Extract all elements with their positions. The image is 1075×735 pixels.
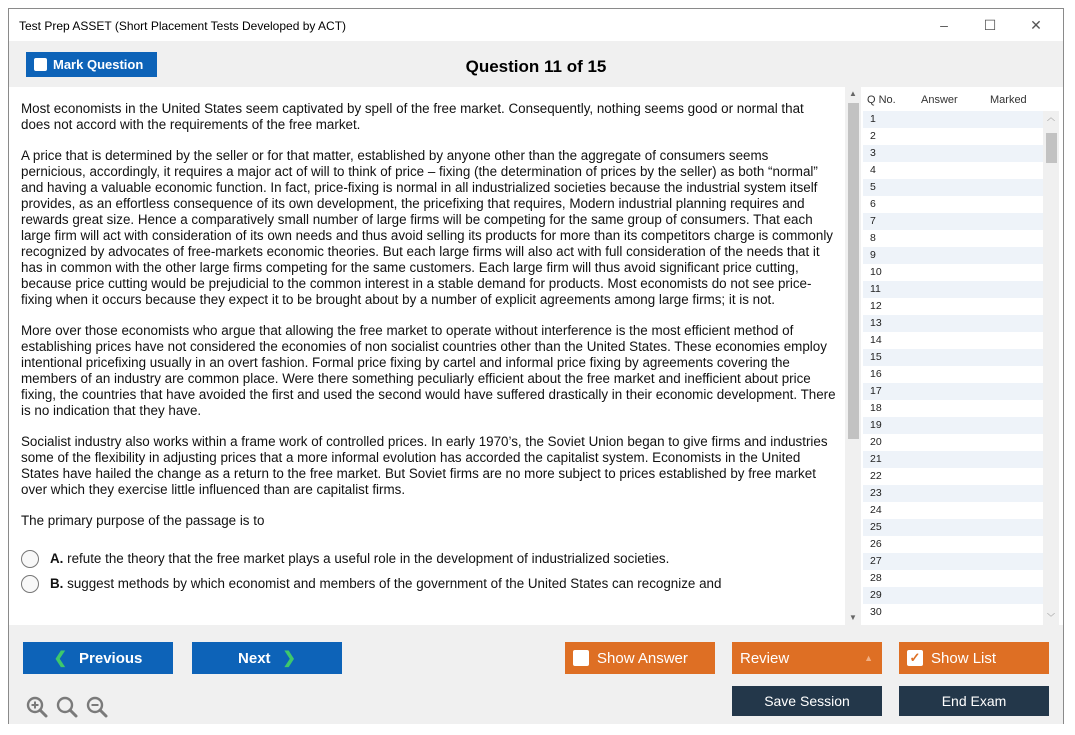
footer-toolbar: [9, 625, 1063, 724]
passage-pane[interactable]: [9, 87, 845, 625]
answer-column-header: Answer: [921, 94, 958, 106]
question-stem: The primary purpose of the passage is to: [21, 513, 265, 528]
chevron-left-icon: ❮: [53, 650, 68, 667]
passage-paragraph: Most economists in the United States seem captivated by spell of the free market. Consequently, nothing seems good or normal that does not accord with the requirements of the free market.: [21, 101, 804, 132]
dropdown-arrow-icon: ▲: [864, 653, 873, 663]
question-list-row[interactable]: 24: [870, 504, 882, 516]
show-answer-checkbox[interactable]: [573, 650, 589, 666]
mark-checkbox[interactable]: [34, 58, 47, 71]
question-list-row[interactable]: 13: [863, 315, 1043, 332]
show-list-checkbox-checked-icon[interactable]: ✓: [907, 650, 923, 666]
passage-scroll-thumb[interactable]: [848, 103, 859, 439]
question-list-row[interactable]: 1: [863, 111, 1043, 128]
show-list-button[interactable]: [899, 642, 1049, 674]
next-label: Next: [238, 649, 271, 667]
option-a-radio[interactable]: [21, 550, 39, 568]
option-b-letter: B.: [50, 576, 64, 591]
mark-question-button[interactable]: [26, 52, 157, 77]
answer-option-b[interactable]: [21, 576, 836, 593]
question-list-row[interactable]: 17: [863, 383, 1043, 400]
question-list-row[interactable]: 10: [870, 266, 882, 278]
previous-button[interactable]: [23, 642, 173, 674]
search-icon[interactable]: [55, 695, 79, 719]
question-list-row[interactable]: 26: [870, 538, 882, 550]
question-list-row[interactable]: 20: [870, 436, 882, 448]
passage-scrollbar[interactable]: [845, 87, 861, 625]
question-list-row[interactable]: 6: [870, 198, 876, 210]
question-list-row[interactable]: 14: [870, 334, 882, 346]
question-list-row[interactable]: 18: [870, 402, 882, 414]
question-title: Question 11 of 15: [465, 57, 607, 76]
zoom-out-icon[interactable]: [85, 695, 109, 719]
passage: [21, 101, 836, 593]
zoom-in-icon[interactable]: [25, 695, 49, 719]
question-list-row[interactable]: 23: [863, 485, 1043, 502]
show-answer-button[interactable]: [565, 642, 715, 674]
question-list-row[interactable]: 28: [870, 572, 882, 584]
question-list: [863, 89, 1043, 625]
show-list-label: Show List: [931, 649, 997, 667]
marked-column-header: Marked: [990, 94, 1027, 106]
question-list-row[interactable]: 29: [863, 587, 1043, 604]
option-b-text: suggest methods by which economist and members of the government of the United States can recognize and: [67, 576, 722, 591]
review-dropdown[interactable]: [732, 642, 882, 674]
question-list-row[interactable]: 30: [870, 606, 882, 618]
question-list-row[interactable]: 9: [863, 247, 1043, 264]
title-bar: [9, 9, 1063, 41]
list-scroll-down-icon[interactable]: ﹀: [1047, 613, 1055, 622]
previous-label: Previous: [79, 649, 143, 667]
chevron-right-icon: ❯: [282, 650, 296, 667]
option-a-text: refute the theory that the free market plays a useful role in the development of industrialized societies.: [67, 551, 670, 566]
question-list-rows: [863, 111, 1043, 621]
scroll-up-arrow-icon[interactable]: ▲: [849, 89, 857, 98]
scroll-down-arrow-icon[interactable]: ▼: [849, 613, 857, 622]
question-list-row[interactable]: 8: [870, 232, 876, 244]
mark-question-label: Mark Question: [53, 57, 144, 72]
next-button[interactable]: [192, 642, 342, 674]
app-window: [8, 8, 1064, 724]
passage-paragraph: More over those economists who argue that allowing the free market to operate without interference is the most efficient method of establishing prices have not considered the economies of non socialist countries other than the United States. These economies employ intentional pricefixing usually in an overt fashion. Formal price fixing by cartel and informal price fixing by agreements covering the members of an industry are common place. Were there something peculiarly efficient about the free market and inefficient about price fixing, the countries that have avoided the first and used the second would have suffered drastically in their economic development. There is no indication that they have.: [21, 323, 836, 418]
answer-option-a[interactable]: [21, 551, 836, 568]
review-label: Review: [740, 649, 790, 667]
qno-column-header: Q No.: [867, 94, 896, 106]
option-a-letter: A.: [50, 551, 64, 566]
question-list-row[interactable]: 5: [863, 179, 1043, 196]
question-header: [9, 41, 1063, 87]
question-list-row[interactable]: 22: [870, 470, 882, 482]
question-list-row[interactable]: 11: [863, 281, 1043, 298]
list-scroll-thumb[interactable]: [1046, 133, 1057, 163]
question-list-row[interactable]: 4: [870, 164, 876, 176]
question-list-header: [863, 89, 1043, 111]
question-list-row[interactable]: 2: [870, 130, 876, 142]
question-list-row[interactable]: 19: [863, 417, 1043, 434]
question-list-row[interactable]: 12: [870, 300, 882, 312]
question-list-row[interactable]: 3: [863, 145, 1043, 162]
maximize-button[interactable]: ☐: [983, 16, 997, 33]
end-exam-button[interactable]: End Exam: [899, 686, 1049, 716]
save-session-button[interactable]: Save Session: [732, 686, 882, 716]
passage-paragraph: A price that is determined by the seller or for that matter, established by anyone other than the aggregate of consumers seems pernicious, accordingly, it requires a major act of will to think of price – fixing (the determination of prices by the seller) as both “normal” and having a valuable economic function. In fact, price-fixing is normal in all industrialized societies because the industrial system itself provides, as an effortless consequence of its own development, the pricefixing that requires, Modern industrial planning requires and rewards great size. Hence a comparatively small number of large firms will be competing for the same group of consumers. That each large firm will act with consideration of its own needs and thus avoid selling its products for more than its competitors charge is commonly recognized by advocates of free-markets economic theories. But each large firms will also act with full consideration of the needs that it has in common with the other large firms competing for the same customers. Each large firm will thus avoid significant price cutting, because price cutting would be prejudicial to the common interest in a stable demand for products. Most economists do not see price-fixing when it occurs because they expect it to be brought about by a number of explicit agreements among large firms; it is not.: [21, 148, 833, 307]
show-answer-label: Show Answer: [597, 649, 688, 667]
passage-paragraph: Socialist industry also works within a frame work of controlled prices. In early 1970’s, the Soviet Union began to give firms and industries some of the flexibility in adjusting prices that a more informal evolution has accorded the capitalist system. Economists in the United States have hailed the change as a return to the free market. But Soviet firms are no more subject to prices established by free market over which they exercise little influenced than are capitalist firms.: [21, 434, 828, 497]
question-list-row[interactable]: 7: [863, 213, 1043, 230]
list-scroll-up-icon[interactable]: ︿: [1047, 113, 1055, 122]
question-list-scrollbar[interactable]: [1043, 111, 1059, 625]
question-list-row[interactable]: 15: [863, 349, 1043, 366]
window-title: Test Prep ASSET (Short Placement Tests Developed by ACT): [19, 19, 347, 33]
question-list-row[interactable]: 16: [870, 368, 882, 380]
question-list-row[interactable]: 27: [863, 553, 1043, 570]
option-b-radio[interactable]: [21, 575, 39, 593]
close-button[interactable]: ✕: [1030, 16, 1042, 33]
question-list-row[interactable]: 25: [863, 519, 1043, 536]
question-list-row[interactable]: 21: [863, 451, 1043, 468]
minimize-button[interactable]: –: [940, 17, 948, 33]
